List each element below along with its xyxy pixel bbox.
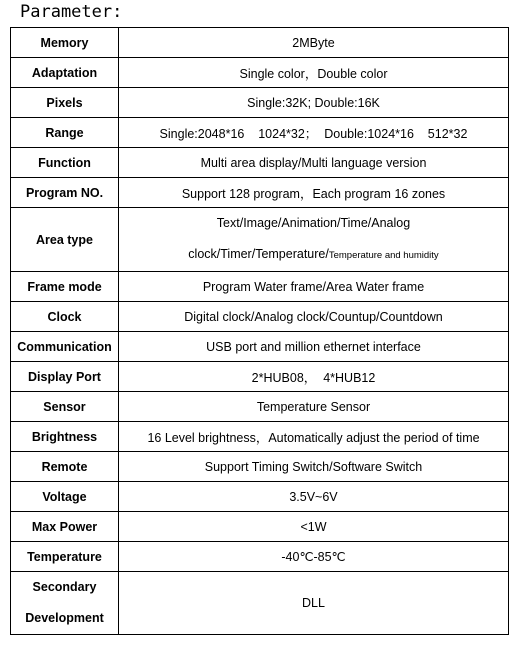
param-label [11,572,119,635]
table-row [11,208,509,272]
table-row [11,482,509,512]
param-label: Communication [11,332,119,362]
param-label: Function [11,148,119,178]
param-value: Support Timing Switch/Software Switch [119,452,509,482]
param-value: Single:32K; Double:16K [119,88,509,118]
table-row [11,28,509,58]
param-label: Temperature [11,542,119,572]
table-row [11,542,509,572]
parameter-table [10,27,509,635]
table-row [11,392,509,422]
param-value: Temperature Sensor [119,392,509,422]
param-label: Range [11,118,119,148]
param-label: Voltage [11,482,119,512]
param-value-line [123,239,504,271]
param-label: Display Port [11,362,119,392]
param-value: Program Water frame/Area Water frame [119,272,509,302]
param-value: Single:2048*16 1024*32； Double:1024*16 512*32 [119,118,509,148]
param-value: 16 Level brightness，Automatically adjust the period of time [119,422,509,452]
param-value: Multi area display/Multi language version [119,148,509,178]
param-label: Frame mode [11,272,119,302]
table-row [11,178,509,208]
table-row [11,512,509,542]
param-label: Sensor [11,392,119,422]
param-label: Max Power [11,512,119,542]
param-value: Digital clock/Analog clock/Countup/Countdown [119,302,509,332]
param-value: -40℃-85℃ [119,542,509,572]
param-value: 2MByte [119,28,509,58]
table-row [11,58,509,88]
param-value: 2*HUB08， 4*HUB12 [119,362,509,392]
param-value-note: Temperature and humidity [328,250,439,261]
param-label: Clock [11,302,119,332]
param-value: USB port and million ethernet interface [119,332,509,362]
table-row [11,452,509,482]
param-value-line: Text/Image/Animation/Time/Analog [216,216,411,230]
table-row [11,272,509,302]
param-label-line: Secondary [32,580,97,594]
param-value: 3.5V~6V [119,482,509,512]
table-row [11,362,509,392]
table-row [11,302,509,332]
param-label: Brightness [11,422,119,452]
param-label: Adaptation [11,58,119,88]
param-label: Area type [11,208,119,272]
param-label: Remote [11,452,119,482]
param-value: Support 128 program，Each program 16 zones [119,178,509,208]
param-value-text: clock/Timer/Temperature/ [188,247,329,261]
table-row [11,422,509,452]
table-row [11,332,509,362]
param-value: DLL [119,572,509,635]
param-value [119,208,509,272]
table-row [11,88,509,118]
section-heading: Parameter: [20,2,123,22]
table-row [11,148,509,178]
param-label: Pixels [11,88,119,118]
param-label-line: Development [25,611,104,625]
param-value: <1W [119,512,509,542]
param-label: Program NO. [11,178,119,208]
table-row [11,118,509,148]
param-value: Single color，Double color [119,58,509,88]
table-row [11,572,509,635]
param-label: Memory [11,28,119,58]
